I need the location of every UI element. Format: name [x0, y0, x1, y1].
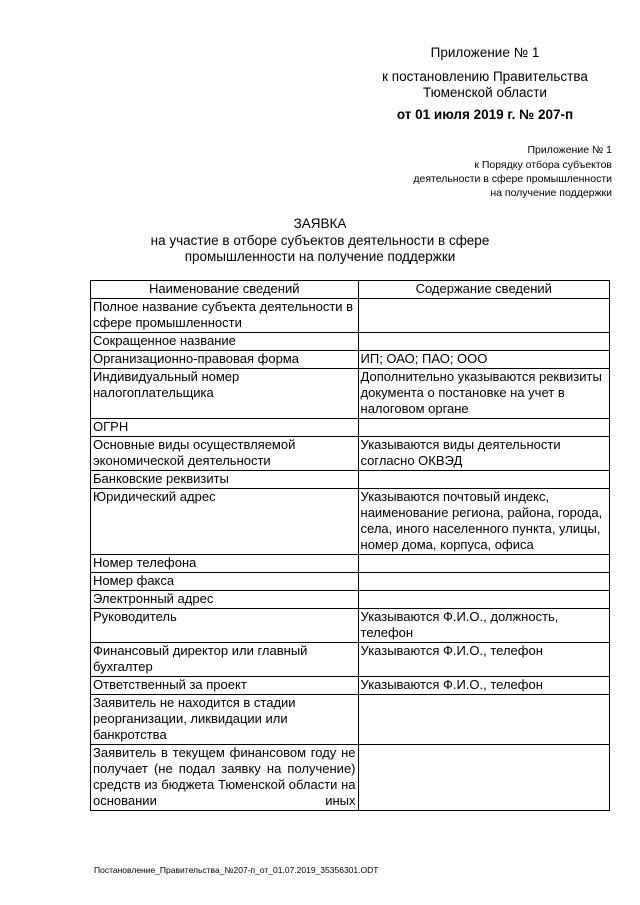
row-content-cell: [358, 745, 609, 811]
table-row: [91, 677, 610, 695]
row-content-cell: [358, 695, 609, 745]
row-name-cell: Руководитель: [91, 609, 359, 643]
table-row: [91, 573, 610, 591]
annex-line-1: к постановлению Правительства: [382, 69, 588, 84]
table-row: [91, 555, 610, 573]
footer-filename: Постановление_Правительства_№207-п_от_01.07.2019_35356301.ODT: [94, 865, 379, 875]
row-content-cell: Указываются виды деятельности согласно ОКВЭД: [358, 437, 609, 471]
row-content-cell: Указываются Ф.И.О., телефон: [358, 677, 609, 695]
annex2-line-3: на получение поддержки: [490, 187, 612, 199]
row-content-cell: Указываются почтовый индекс, наименование региона, района, города, села, иного населенного пункта, улицы, номер дома, корпуса, офиса: [358, 489, 609, 555]
row-name-cell: Номер факса: [91, 573, 359, 591]
header-name-column: Наименование сведений: [91, 281, 359, 299]
annex2-line-2: деятельности в сфере промышленности: [413, 173, 612, 185]
row-content-cell: [358, 471, 609, 489]
document-subtitle-1: на участие в отборе субъектов деятельности в сфере: [150, 233, 490, 248]
row-content-cell: [358, 555, 609, 573]
table-row: [91, 489, 610, 555]
row-content-cell: [358, 333, 609, 351]
row-name-cell: Юридический адрес: [91, 489, 359, 555]
header-content-column: Содержание сведений: [358, 281, 609, 299]
row-name-cell: Заявитель в текущем финансовом году не получает (не подал заявку на получение) средств из бюджета Тюменской области на основании иных: [91, 745, 359, 811]
document-title: ЗАЯВКА: [293, 216, 347, 231]
table-row: [91, 333, 610, 351]
row-content-cell: Дополнительно указываются реквизиты документа о постановке на учет в налоговом органе: [358, 369, 609, 419]
table-row: [91, 609, 610, 643]
row-name-cell: Организационно-правовая форма: [91, 351, 359, 369]
annex-line-2: Тюменской области: [423, 85, 547, 100]
annex-title: Приложение № 1: [430, 45, 540, 60]
row-name-cell: Заявитель не находится в стадии реорганизации, ликвидации или банкротства: [91, 695, 359, 745]
row-content-cell: Указываются Ф.И.О., телефон: [358, 643, 609, 677]
row-content-cell: Указываются Ф.И.О., должность, телефон: [358, 609, 609, 643]
table-row: [91, 437, 610, 471]
row-content-cell: ИП; ОАО; ПАО; ООО: [358, 351, 609, 369]
table-row: [91, 419, 610, 437]
table-row: [91, 351, 610, 369]
row-name-cell: Электронный адрес: [91, 591, 359, 609]
row-name-cell: Банковские реквизиты: [91, 471, 359, 489]
table-row: [91, 643, 610, 677]
table-header-row: [91, 281, 610, 299]
table-row: [91, 745, 610, 811]
table-row: [91, 369, 610, 419]
row-content-cell: [358, 299, 609, 333]
annex2-line-1: к Порядку отбора субъектов: [474, 159, 612, 171]
application-form-table: [90, 280, 610, 811]
table-row: [91, 299, 610, 333]
row-name-cell: ОГРН: [91, 419, 359, 437]
table-row: [91, 471, 610, 489]
row-name-cell: Полное название субъекта деятельности в сфере промышленности: [91, 299, 359, 333]
row-content-cell: [358, 573, 609, 591]
row-name-cell: Номер телефона: [91, 555, 359, 573]
row-name-cell: Основные виды осуществляемой экономической деятельности: [91, 437, 359, 471]
annex-date-number: от 01 июля 2019 г. № 207-п: [396, 107, 574, 122]
row-name-cell: Сокращенное название: [91, 333, 359, 351]
document-subtitle-2: промышленности на получение поддержки: [184, 249, 456, 264]
row-content-cell: [358, 419, 609, 437]
row-name-cell: Финансовый директор или главный бухгалтер: [91, 643, 359, 677]
row-name-cell: Индивидуальный номер налогоплательщика: [91, 369, 359, 419]
table-row: [91, 591, 610, 609]
row-name-cell: Ответственный за проект: [91, 677, 359, 695]
annex2-title: Приложение № 1: [527, 144, 612, 156]
table-row: [91, 695, 610, 745]
row-content-cell: [358, 591, 609, 609]
